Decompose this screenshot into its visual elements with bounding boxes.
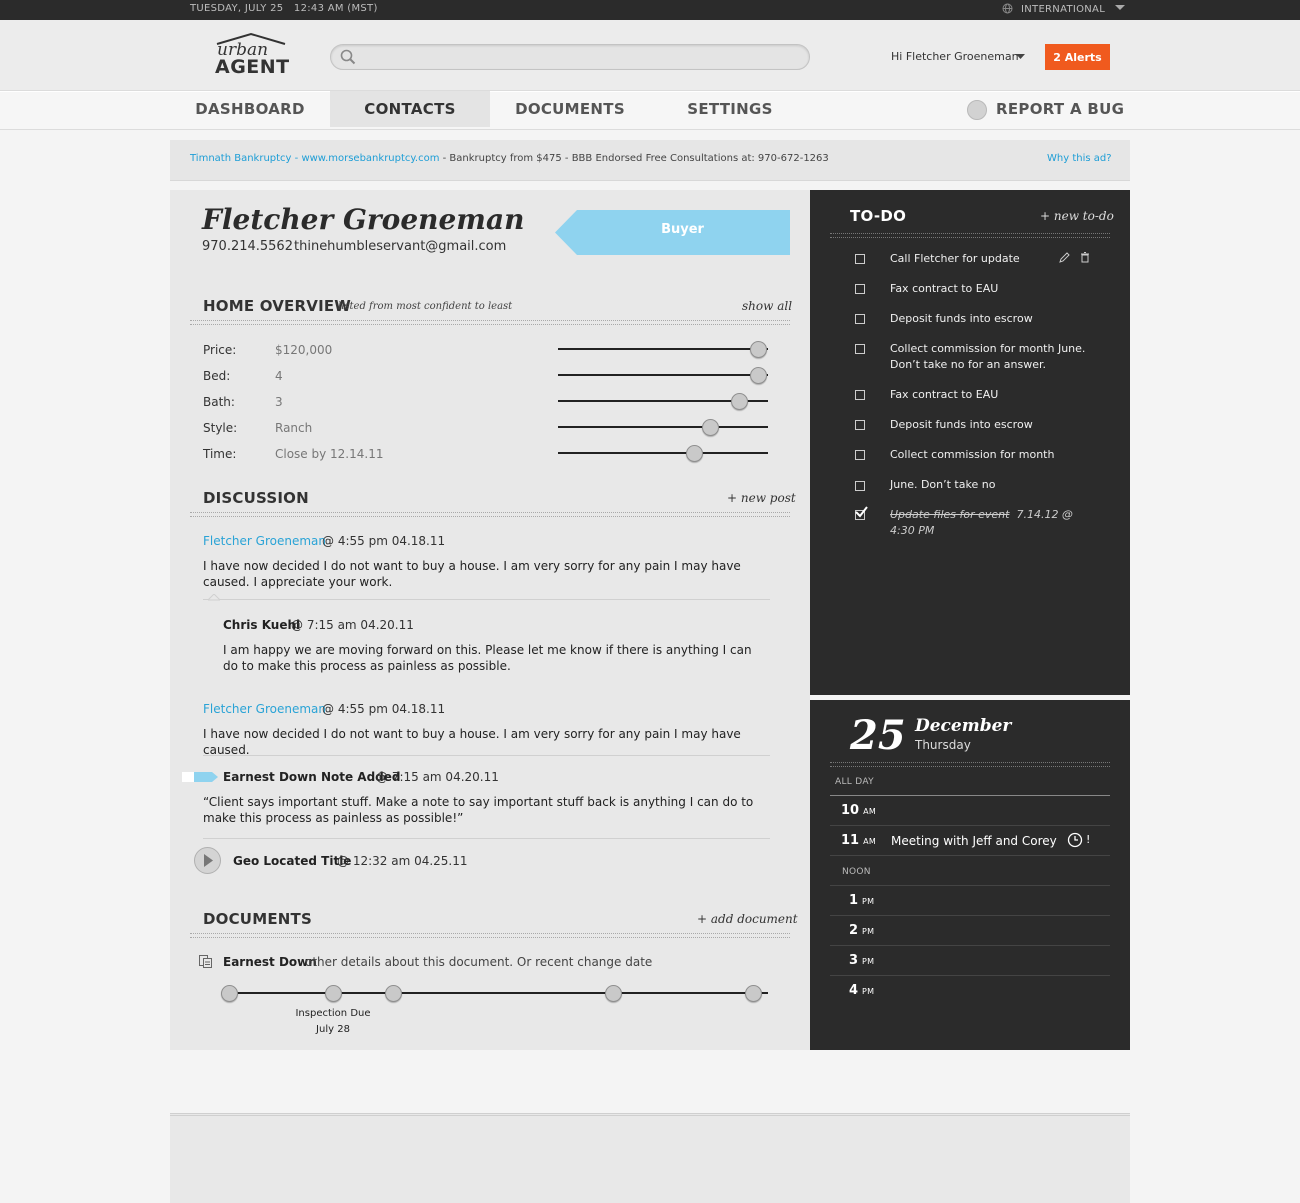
overview-value: Ranch <box>275 421 313 435</box>
divider <box>203 838 770 839</box>
note-author[interactable] <box>223 770 401 784</box>
alarm-mark: ! <box>1086 833 1091 846</box>
report-bug-link[interactable]: REPORT A BUG <box>996 100 1125 118</box>
post-time: @ 12:32 am 04.25.11 <box>337 854 468 868</box>
note-body: “Client says important stuff. Make a note to say important stuff back is anything I can do to make this process as painless as possible!” <box>203 795 754 825</box>
calendar-hour[interactable] <box>841 833 876 848</box>
overview-label: Style: <box>203 421 238 435</box>
confidence-slider[interactable] <box>558 374 768 376</box>
ad-text <box>190 153 829 164</box>
overview-value: 4 <box>275 369 283 383</box>
slider-handle[interactable] <box>702 419 719 436</box>
post-body: I have now decided I do not want to buy a house. I am very sorry for any pain I may have caused. I appreciate your work. <box>203 559 741 589</box>
todo-checkbox[interactable] <box>855 314 865 324</box>
todo-item[interactable]: Deposit funds into escrow <box>890 312 1033 325</box>
calendar-hour[interactable] <box>849 893 874 908</box>
timeline-node[interactable] <box>325 985 342 1002</box>
chevron-down-icon <box>1115 5 1125 11</box>
play-icon[interactable] <box>193 846 222 875</box>
reply-pointer-icon <box>208 594 220 601</box>
tab-settings[interactable]: SETTINGS <box>687 100 773 118</box>
hour-number: 1 <box>849 893 859 908</box>
geo-title[interactable] <box>233 854 351 868</box>
todo-checkbox[interactable] <box>855 420 865 430</box>
reply-body: I am happy we are moving forward on this. Please let me know if there is anything I can do to make this process as painless as possible. <box>223 643 752 673</box>
calendar-divider <box>830 915 1110 916</box>
discussion-title: DISCUSSION <box>203 489 309 507</box>
todo-item[interactable]: Call Fletcher for update <box>890 252 1020 265</box>
divider <box>190 320 790 325</box>
note-title: Earnest Down Note Added <box>223 770 401 784</box>
todo-item-done-text: Update files for event <box>890 508 1010 521</box>
globe-icon <box>1002 3 1013 14</box>
divider <box>830 762 1110 767</box>
home-overview-title: HOME OVERVIEW <box>203 297 352 315</box>
todo-item[interactable]: Collect commission for month <box>890 448 1055 461</box>
todo-checkbox[interactable] <box>855 450 865 460</box>
calendar-hour[interactable] <box>849 983 874 998</box>
calendar-hour[interactable] <box>849 953 874 968</box>
calendar-divider <box>830 945 1110 946</box>
calendar-divider <box>830 975 1110 976</box>
contact-phone[interactable]: 970.214.5562 <box>202 239 293 254</box>
calendar-divider <box>830 825 1110 826</box>
tab-contacts[interactable]: CONTACTS <box>330 91 490 127</box>
calendar-weekday: Thursday <box>915 738 971 752</box>
reply-author[interactable] <box>223 618 300 632</box>
post-time: @ 7:15 am 04.20.11 <box>291 618 414 632</box>
calendar-divider <box>830 885 1110 886</box>
ad-link-url[interactable]: www.morsebankruptcy.com <box>301 153 440 164</box>
confidence-slider[interactable] <box>558 452 768 454</box>
post-time: @ 4:55 pm 04.18.11 <box>322 702 446 716</box>
contact-email[interactable]: thinehumbleservant@gmail.com <box>294 239 507 254</box>
timeline-node[interactable] <box>385 985 402 1002</box>
ad-link-name[interactable]: Timnath Bankruptcy <box>190 153 292 164</box>
new-todo-link[interactable]: + new to-do <box>1040 209 1114 223</box>
calendar-day: 25 <box>850 712 906 759</box>
calendar-hour[interactable] <box>849 923 874 938</box>
hour-ampm: PM <box>862 927 875 936</box>
hour-number: 11 <box>841 833 860 848</box>
hour-number: 3 <box>849 953 859 968</box>
slider-handle[interactable] <box>750 341 767 358</box>
bug-icon <box>967 100 987 120</box>
region-selector[interactable] <box>1002 3 1125 15</box>
todo-item[interactable]: June. Don’t take no <box>890 478 996 491</box>
slider-handle[interactable] <box>750 367 767 384</box>
show-all-link[interactable]: show all <box>742 299 793 313</box>
hour-number: 10 <box>841 803 860 818</box>
divider <box>203 755 770 756</box>
todo-item-note: 7.14.12 @ 4:30 PM <box>890 508 1073 537</box>
note-tag-icon <box>182 770 218 784</box>
ad-description: - Bankruptcy from $475 - BBB Endorsed Free Consultations at: 970-672-1263 <box>439 153 829 164</box>
search-box[interactable] <box>330 44 810 70</box>
tab-dashboard[interactable]: DASHBOARD <box>195 100 305 118</box>
todo-checkbox[interactable] <box>855 481 865 491</box>
todo-checkbox[interactable] <box>855 390 865 400</box>
divider <box>190 512 790 517</box>
post-author[interactable]: Fletcher Groeneman <box>203 534 326 548</box>
search-icon <box>340 49 356 65</box>
logo[interactable] <box>215 32 290 78</box>
todo-item[interactable]: Collect commission for month June. Don’t take no for an answer. <box>890 342 1086 371</box>
all-day-label: ALL DAY <box>835 777 874 787</box>
hour-number: 2 <box>849 923 859 938</box>
todo-item[interactable]: Fax contract to EAU <box>890 388 999 401</box>
user-menu[interactable]: Hi Fletcher Groeneman <box>891 50 1019 63</box>
home-overview-subtitle: listed from most confident to least <box>338 301 513 312</box>
noon-label: NOON <box>842 867 871 877</box>
timeline-node[interactable] <box>605 985 622 1002</box>
date-text: TUESDAY, JULY 25 <box>190 3 284 14</box>
hour-ampm: PM <box>862 987 875 996</box>
divider <box>203 599 770 600</box>
overview-label: Bed: <box>203 369 231 383</box>
todo-title: TO-DO <box>850 207 907 225</box>
overview-value: 3 <box>275 395 283 409</box>
calendar-hour[interactable] <box>841 803 876 818</box>
confidence-slider[interactable] <box>558 348 768 350</box>
hour-ampm: PM <box>862 897 875 906</box>
document-timeline <box>228 992 768 994</box>
todo-checkbox[interactable] <box>855 344 865 354</box>
milestone-date: July 28 <box>316 1024 350 1035</box>
divider <box>830 233 1110 238</box>
reply-author-name: Chris Kuehl <box>223 618 301 632</box>
post-body: I have now decided I do not want to buy a house. I am very sorry for any pain I may have caused. <box>203 727 741 757</box>
documents-title: DOCUMENTS <box>203 910 312 928</box>
new-post-link[interactable]: + new post <box>727 491 796 505</box>
document-icon <box>199 955 213 968</box>
hour-ampm: PM <box>862 957 875 966</box>
why-this-ad-link[interactable]: Why this ad? <box>1047 153 1112 164</box>
todo-checkbox[interactable] <box>855 254 865 264</box>
calendar-month: December <box>915 716 1012 736</box>
hour-number: 4 <box>849 983 859 998</box>
timeline-node[interactable] <box>745 985 762 1002</box>
milestone-label: Inspection Due <box>295 1008 371 1019</box>
hour-ampm: AM <box>863 837 877 846</box>
search-input[interactable] <box>361 48 795 66</box>
tab-documents[interactable]: DOCUMENTS <box>515 100 625 118</box>
calendar-divider <box>830 855 1110 856</box>
footer <box>170 1113 1130 1203</box>
alerts-button[interactable]: 2 Alerts <box>1045 44 1110 70</box>
logo-line1: urban <box>217 40 269 60</box>
overview-label: Time: <box>203 447 237 461</box>
overview-label: Bath: <box>203 395 235 409</box>
overview-value: Close by 12.14.11 <box>275 447 384 461</box>
geo-title-label: Geo Located Title <box>233 854 352 868</box>
calendar-divider <box>830 795 1110 796</box>
overview-value: $120,000 <box>275 343 333 357</box>
overview-label: Price: <box>203 343 237 357</box>
post-time: @ 7:15 am 04.20.11 <box>376 770 499 784</box>
ad-separator: - <box>291 153 302 164</box>
post-time: @ 4:55 pm 04.18.11 <box>322 534 446 548</box>
slider-handle[interactable] <box>686 445 703 462</box>
calendar-event[interactable]: Meeting with Jeff and Corey <box>891 834 1057 848</box>
todo-item-done[interactable] <box>890 507 1080 539</box>
timeline-node[interactable] <box>221 985 238 1002</box>
hour-ampm: AM <box>863 807 877 816</box>
chevron-down-icon[interactable] <box>1016 54 1025 60</box>
date-time <box>190 3 378 14</box>
contact-name: Fletcher Groeneman <box>202 203 525 236</box>
edit-icon[interactable] <box>1059 252 1070 263</box>
post-author[interactable]: Fletcher Groeneman <box>203 702 326 716</box>
todo-item[interactable]: Fax contract to EAU <box>890 282 999 295</box>
logo-line2: AGENT <box>215 56 290 78</box>
checkmark-icon <box>855 506 868 518</box>
add-document-link[interactable]: + add document <box>697 912 798 926</box>
todo-item[interactable]: Deposit funds into escrow <box>890 418 1033 431</box>
buyer-tag-label: Buyer <box>661 222 704 237</box>
region-label: INTERNATIONAL <box>1021 4 1106 15</box>
time-text: 12:43 AM (MST) <box>293 3 378 14</box>
document-title: Earnest Down <box>223 955 317 969</box>
document-name[interactable] <box>223 955 317 969</box>
clock-icon[interactable] <box>1067 832 1083 848</box>
document-details: other details about this document. Or recent change date <box>305 955 653 969</box>
divider <box>190 933 790 938</box>
todo-checkbox[interactable] <box>855 284 865 294</box>
confidence-slider[interactable] <box>558 426 768 428</box>
trash-icon[interactable] <box>1080 252 1090 263</box>
